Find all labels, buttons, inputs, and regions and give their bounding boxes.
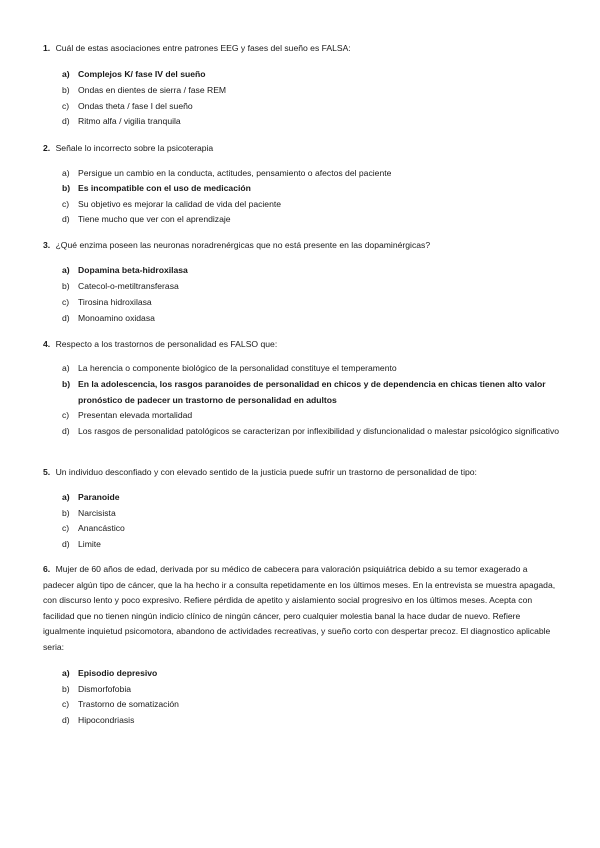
option-letter: b) <box>62 183 71 193</box>
option-letter: b) <box>62 281 70 291</box>
option-4c <box>62 408 562 424</box>
option-letter: a) <box>62 265 70 275</box>
option-text: La herencia o componente biológico de la personalidad constituye el temperamento <box>78 363 397 373</box>
option-text: Su objetivo es mejorar la calidad de vida del paciente <box>78 199 282 209</box>
option-5c <box>62 521 562 537</box>
option-text: Complejos K/ fase IV del sueño <box>78 69 206 79</box>
option-6c <box>62 697 562 713</box>
option-letter: c) <box>62 199 70 209</box>
option-letter: c) <box>62 699 70 709</box>
option-letter: b) <box>62 379 71 389</box>
question-5 <box>43 465 558 481</box>
question-text: Señale lo incorrecto sobre la psicoterapia <box>55 143 214 153</box>
option-letter: a) <box>62 363 70 373</box>
option-letter: d) <box>62 715 70 725</box>
option-3a <box>62 263 562 279</box>
option-6b <box>62 682 562 698</box>
question-number: 3. <box>43 240 51 250</box>
option-5d <box>62 537 562 553</box>
option-text: Ondas en dientes de sierra / fase REM <box>78 85 227 95</box>
option-5b <box>62 506 562 522</box>
option-1b <box>62 83 562 99</box>
option-text: Hipocondriasis <box>78 715 135 725</box>
option-2c <box>62 197 562 213</box>
option-text: Narcisista <box>78 508 116 518</box>
option-1c <box>62 99 562 115</box>
option-letter: a) <box>62 668 70 678</box>
option-text: Persigue un cambio en la conducta, actitudes, pensamiento o afectos del paciente <box>78 168 392 178</box>
option-text: Catecol-o-metiltransferasa <box>78 281 179 291</box>
option-4b <box>62 377 562 408</box>
option-1d <box>62 114 562 130</box>
question-number: 2. <box>43 143 51 153</box>
option-2d <box>62 212 562 228</box>
option-text: Ritmo alfa / vigilia tranquila <box>78 116 181 126</box>
option-text: Es incompatible con el uso de medicación <box>78 183 251 193</box>
option-text: Tirosina hidroxilasa <box>78 297 152 307</box>
option-text: Tiene mucho que ver con el aprendizaje <box>78 214 231 224</box>
option-text: Trastorno de somatización <box>78 699 179 709</box>
question-number: 4. <box>43 339 51 349</box>
question-text: ¿Qué enzima poseen las neuronas noradrenérgicas que no está presente en las dopaminérgicas? <box>55 240 431 250</box>
option-text: Los rasgos de personalidad patológicos se caracterizan por inflexibilidad y disfuncionalidad o malestar psicológico significativo <box>78 426 560 436</box>
option-letter: c) <box>62 101 70 111</box>
question-number: 5. <box>43 467 51 477</box>
question-number: 1. <box>43 43 51 53</box>
option-text: Ondas theta / fase I del sueño <box>78 101 193 111</box>
option-text: Dismorfofobia <box>78 684 132 694</box>
option-letter: b) <box>62 85 70 95</box>
option-letter: d) <box>62 116 70 126</box>
question-1 <box>43 41 558 57</box>
option-6d <box>62 713 562 729</box>
option-text: Anancástico <box>78 523 125 533</box>
option-text: Limite <box>78 539 101 549</box>
option-letter: a) <box>62 168 70 178</box>
option-text: Dopamina beta-hidroxilasa <box>78 265 188 275</box>
option-letter: c) <box>62 410 70 420</box>
question-text: Cuál de estas asociaciones entre patrones EEG y fases del sueño es FALSA: <box>55 43 351 53</box>
option-3c <box>62 295 562 311</box>
question-4 <box>43 337 558 353</box>
question-3 <box>43 238 558 254</box>
option-5a <box>62 490 562 506</box>
option-text: Presentan elevada mortalidad <box>78 410 193 420</box>
option-letter: c) <box>62 523 70 533</box>
option-letter: b) <box>62 684 70 694</box>
option-text: Episodio depresivo <box>78 668 158 678</box>
option-letter: a) <box>62 69 70 79</box>
question-number: 6. <box>43 564 51 574</box>
option-2b <box>62 181 562 197</box>
option-text: Monoamino oxidasa <box>78 313 155 323</box>
question-2 <box>43 141 558 157</box>
option-letter: d) <box>62 214 70 224</box>
option-letter: a) <box>62 492 70 502</box>
option-letter: d) <box>62 313 70 323</box>
option-2a <box>62 166 562 182</box>
option-3d <box>62 311 562 327</box>
question-text: Un individuo desconfiado y con elevado sentido de la justicia puede sufrir un trastorno de personalidad de tipo: <box>55 467 477 477</box>
question-6 <box>43 562 558 656</box>
question-text: Respecto a los trastornos de personalidad es FALSO que: <box>55 339 278 349</box>
option-3b <box>62 279 562 295</box>
option-letter: b) <box>62 508 70 518</box>
option-1a <box>62 67 562 83</box>
option-letter: d) <box>62 426 70 436</box>
option-letter: c) <box>62 297 70 307</box>
question-text: Mujer de 60 años de edad, derivada por su médico de cabecera para valoración psiquiátrica debido a su temor exagerado a padecer algún tipo de cáncer, que la ha hecho ir a consulta repetidamente en los últimos meses. En la entrevista se muestra apagada, con discurso lento y poco expresivo. Refiere pérdida de apetito y aislamiento social progresivo en los últimos meses. Acepta con facilidad que no tienen ningún indicio clínico de ningún cáncer, pero cualquier molestia banal la hace dudar de nuevo. Refiere igualmente inquietud psicomotora, abandono de actividades recreativas, y sueño corto con despertar precoz. El diagnostico aplicable seria: <box>43 564 556 652</box>
option-6a <box>62 666 562 682</box>
option-text: Paranoide <box>78 492 120 502</box>
option-text: En la adolescencia, los rasgos paranoides de personalidad en chicos y de dependencia en chicas tienen alto valor pronóstico de padecer un trastorno de personalidad en adultos <box>78 379 546 405</box>
option-letter: d) <box>62 539 70 549</box>
option-4d <box>62 424 562 440</box>
option-4a <box>62 361 562 377</box>
